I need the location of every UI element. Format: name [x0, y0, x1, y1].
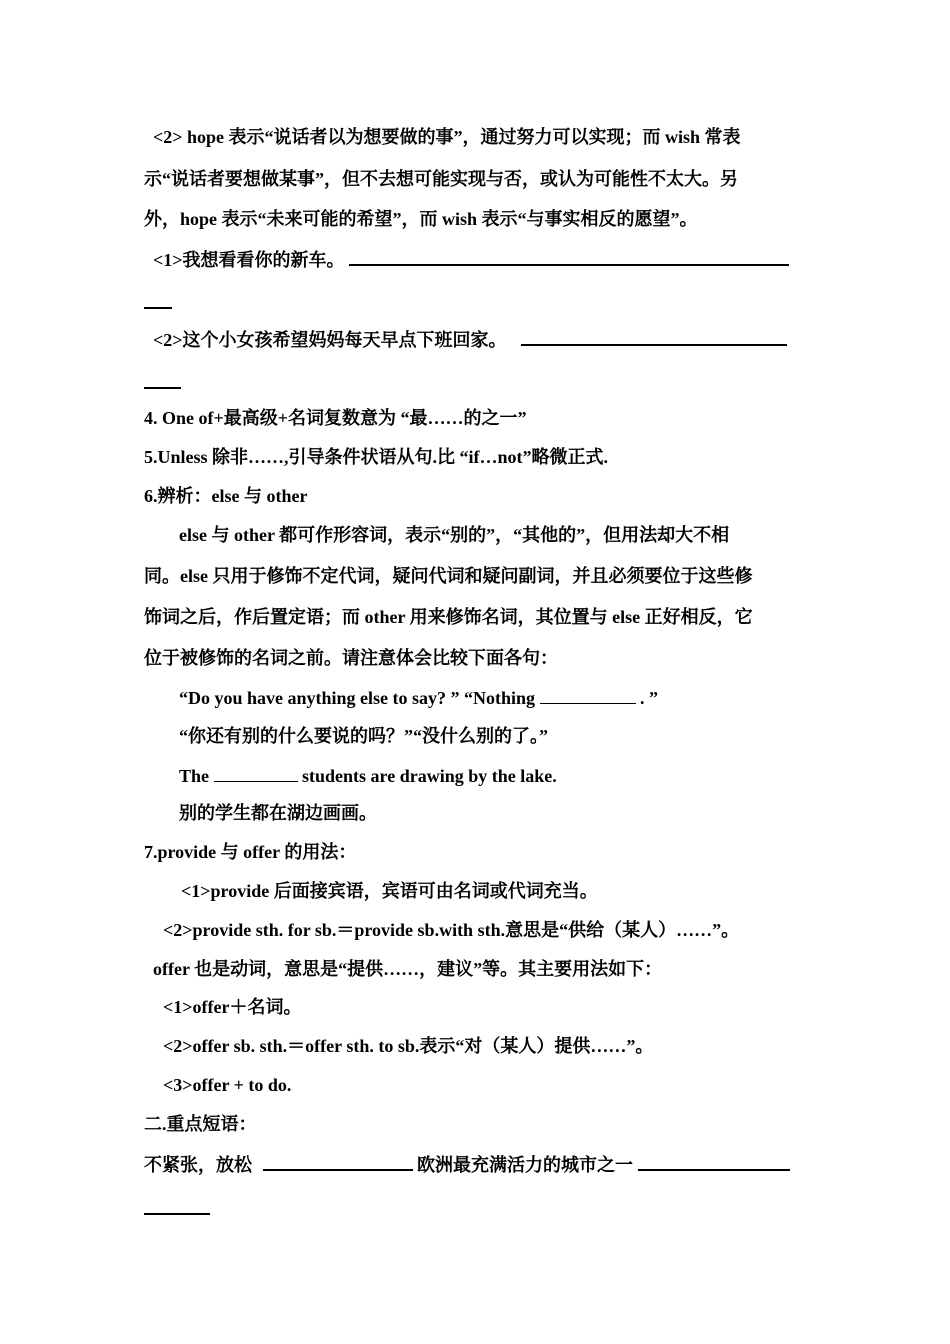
example-1	[179, 686, 658, 709]
offer-usage-3: <3>offer + to do.	[163, 1075, 292, 1095]
example-1-translation: “你还有别的什么要说的吗？”“没什么别的了。”	[179, 726, 548, 746]
example-2	[179, 764, 557, 787]
provide-usage-1: <1>provide 后面接宾语，宾语可由名词或代词充当。	[181, 881, 598, 901]
phrase-2-label: 欧洲最充满活力的城市之一	[417, 1155, 633, 1175]
phrase-2-blank[interactable]	[638, 1152, 790, 1171]
point-7-heading: 7.provide 与 offer 的用法：	[144, 842, 357, 862]
translation-prompt-1: <1>我想看看你的新车。	[153, 250, 345, 270]
point-6-para-4: 位于被修饰的名词之前。请注意体会比较下面各句：	[144, 648, 558, 668]
translation-item-2	[153, 327, 787, 351]
phrase-line	[144, 1152, 790, 1176]
point-4: 4. One of+最高级+名词复数意为 “最……的之一”	[144, 408, 527, 428]
answer-blank-1-continued[interactable]	[144, 290, 172, 309]
example-1-blank[interactable]	[540, 686, 636, 704]
point-6-heading: 6.辨析：else 与 other	[144, 486, 308, 506]
offer-usage-1: <1>offer＋名词。	[163, 997, 302, 1017]
section-2-heading: 二.重点短语：	[144, 1114, 257, 1134]
point-5: 5.Unless 除非……,引导条件状语从句.比 “if…not”略微正式.	[144, 447, 609, 467]
point-6-para-3: 饰词之后，作后置定语；而 other 用来修饰名词，其位置与 else 正好相反，它	[144, 607, 753, 627]
hope-wish-line-2: 示“说话者要想做某事”，但不去想可能实现与否，或认为可能性不太大。另	[144, 169, 738, 189]
example-1-text: “Do you have anything else to say? ” “Nothing	[179, 688, 536, 708]
provide-usage-2: <2>provide sth. for sb.＝provide sb.with sth.意思是“供给（某人）……”。	[163, 920, 740, 940]
phrase-2-blank-wrap	[144, 1196, 210, 1220]
translation-item-1	[153, 247, 789, 271]
point-6-para-2: 同。else 只用于修饰不定代词，疑问代词和疑问副词，并且必须要位于这些修	[144, 566, 753, 586]
hope-wish-line-3: 外，hope 表示“未来可能的希望”，而 wish 表示“与事实相反的愿望”。	[144, 209, 698, 229]
example-1-end: . ”	[640, 688, 659, 708]
offer-intro: offer 也是动词，意思是“提供……，建议”等。其主要用法如下：	[153, 959, 663, 979]
example-2-text: students are drawing by the lake.	[302, 766, 557, 786]
phrase-2-blank-continued[interactable]	[144, 1196, 210, 1215]
offer-usage-2: <2>offer sb. sth.＝offer sth. to sb.表示“对（某人）提供……”。	[163, 1036, 654, 1056]
example-2-start: The	[179, 766, 210, 786]
point-6-para-1: else 与 other 都可作形容词，表示“别的”，“其他的”，但用法却大不相	[179, 525, 730, 545]
hope-wish-line-1: <2> hope 表示“说话者以为想要做的事”，通过努力可以实现；而 wish 常表	[153, 127, 741, 147]
phrase-1-label: 不紧张，放松	[144, 1155, 252, 1175]
translation-prompt-2: <2>这个小女孩希望妈妈每天早点下班回家。	[153, 330, 507, 350]
answer-blank-1-wrap	[144, 290, 172, 314]
answer-blank-2-continued[interactable]	[144, 370, 181, 389]
phrase-1-blank[interactable]	[263, 1152, 413, 1171]
answer-blank-2[interactable]	[521, 327, 787, 346]
example-2-blank[interactable]	[214, 764, 298, 782]
answer-blank-2-wrap	[144, 370, 181, 394]
answer-blank-1[interactable]	[349, 247, 789, 266]
example-2-translation: 别的学生都在湖边画画。	[179, 803, 377, 823]
